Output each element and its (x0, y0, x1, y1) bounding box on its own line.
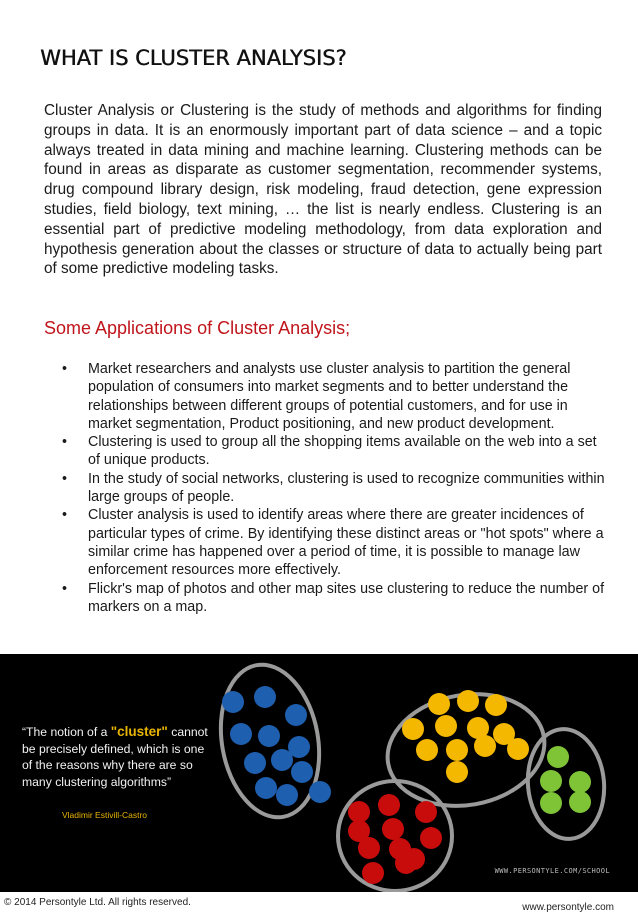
page-title: WHAT IS CLUSTER ANALYSIS? (40, 46, 347, 70)
red-cluster-dot (395, 852, 417, 874)
list-item-text: Market researchers and analysts use cluster analysis to partition the general population of consumers into market segments and to better understand the relationships between different groups of potential customers, and for use in market segmentation, Product positioning, and new product development. (88, 361, 571, 432)
green-cluster-dot (547, 746, 569, 768)
list-item-text: In the study of social networks, clustering is used to recognize communities within large groups of people. (88, 470, 605, 506)
blue-cluster-dot (222, 691, 244, 713)
banner-quote (22, 724, 217, 790)
green-cluster-dot (540, 792, 562, 814)
bullet-icon: • (62, 434, 68, 451)
green-cluster-outline (523, 726, 608, 842)
yellow-cluster-dot (416, 739, 438, 761)
yellow-cluster-dot (485, 694, 507, 716)
bullet-icon: • (62, 470, 68, 487)
quote-author: Vladimir Estivill-Castro (62, 810, 148, 820)
blue-cluster-dot (230, 723, 252, 745)
green-cluster-dot (569, 771, 591, 793)
yellow-cluster-dot (446, 739, 468, 761)
list-item (62, 470, 607, 507)
banner-url: WWW.PERSONTYLE.COM/SCHOOL (494, 867, 610, 875)
footer-copyright: © 2014 Persontyle Ltd. All rights reserved. (4, 897, 191, 908)
green-cluster-dot (540, 770, 562, 792)
list-item-text: Clustering is used to group all the shopping items available on the web into a set of unique products. (88, 434, 597, 469)
list-item (62, 433, 607, 470)
list-item-text: Cluster analysis is used to identify areas where there are greater incidences of particular types of crime. By identifying these distinct areas or "hot spots" where a similar crime has happened over a period of time, it is possible to manage law enforcement resources more effectively. (88, 507, 604, 579)
red-cluster-dot (415, 801, 437, 823)
blue-cluster-dot (276, 784, 298, 806)
blue-cluster-dot (255, 777, 277, 799)
blue-cluster-dot (309, 781, 331, 803)
footer-website[interactable]: www.persontyle.com (522, 902, 614, 913)
blue-cluster-dot (285, 704, 307, 726)
yellow-cluster-dot (446, 761, 468, 783)
red-cluster-dot (358, 837, 380, 859)
red-cluster-dot (362, 862, 384, 884)
blue-cluster-dot (271, 749, 293, 771)
red-cluster-dot (382, 818, 404, 840)
list-item (62, 360, 607, 433)
applications-list (62, 360, 607, 616)
green-cluster-dot (569, 791, 591, 813)
quote-highlight: "cluster" (110, 724, 168, 739)
list-item (62, 506, 607, 579)
yellow-cluster-dot (507, 738, 529, 760)
red-cluster-dot (378, 794, 400, 816)
list-item (62, 580, 607, 617)
quote-text-start: “The notion of a (22, 725, 111, 739)
bullet-icon: • (62, 361, 68, 377)
yellow-cluster-dot (474, 735, 496, 757)
blue-cluster-dot (291, 761, 313, 783)
blue-cluster-dot (254, 686, 276, 708)
yellow-cluster-dot (457, 690, 479, 712)
yellow-cluster-dot (402, 718, 424, 740)
cluster-banner (0, 654, 638, 892)
list-item-text: Flickr's map of photos and other map sites use clustering to reduce the number of markers on a map. (88, 580, 605, 615)
bullet-icon: • (62, 507, 68, 524)
blue-cluster-dot (258, 725, 280, 747)
quote-text-end: cannot be precisely defined, which is one of the reasons why there are so many clustering algorithms” (22, 725, 208, 789)
yellow-cluster-dot (428, 693, 450, 715)
blue-cluster-dot (244, 752, 266, 774)
yellow-cluster-dot (435, 715, 457, 737)
bullet-icon: • (62, 580, 68, 597)
red-cluster-dot (348, 801, 370, 823)
intro-paragraph: Cluster Analysis or Clustering is the study of methods and algorithms for finding groups in data. It is an enormously important part of data science – and a topic always treated in data mining and machine learning. Clustering methods can be found in areas as disparate as customer segmentation, recommender systems, drug compound library design, risk modeling, fraud detection, gene expression studies, field biology, text mining, … the list is nearly endless. Clustering is an essential part of predictive modeling methodology, from data exploration and hypothesis generation about the classes or structure of data to actually being part of some predictive modeling tasks. (44, 102, 602, 278)
red-cluster-dot (420, 827, 442, 849)
applications-heading: Some Applications of Cluster Analysis; (44, 318, 351, 338)
